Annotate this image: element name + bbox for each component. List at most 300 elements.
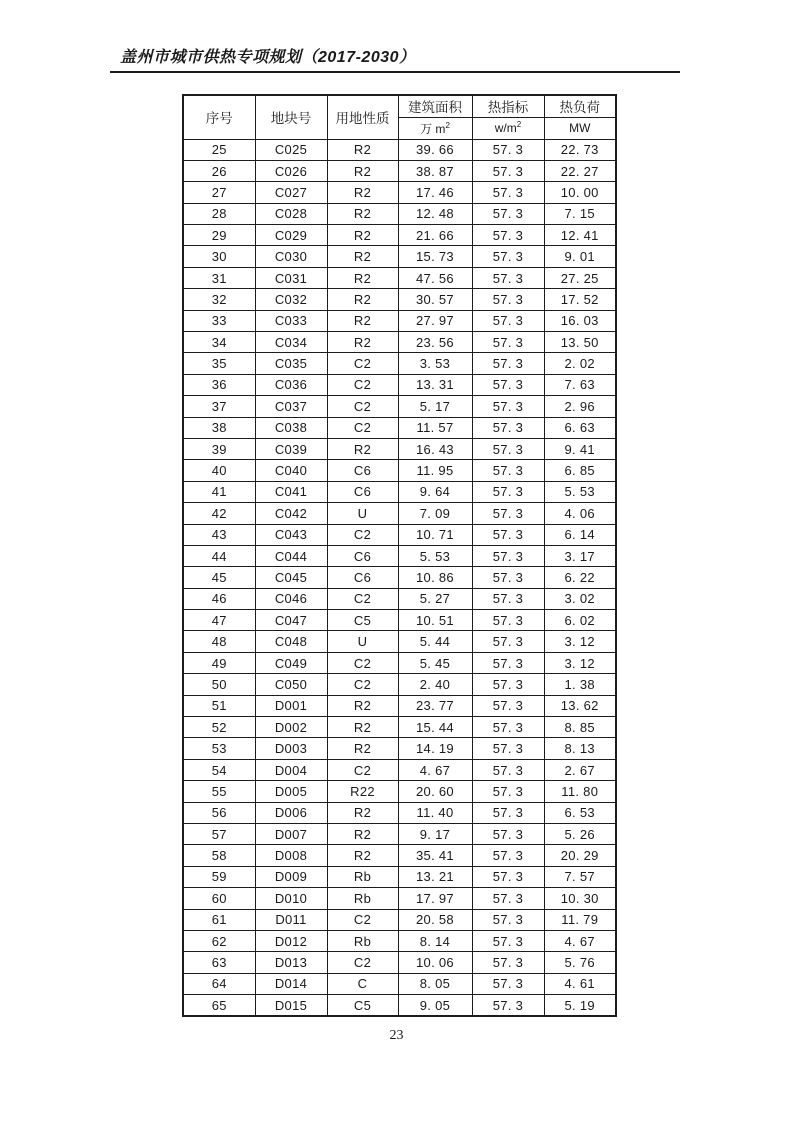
cell-serial: 57 [183,824,255,845]
cell-plot-id: C042 [255,503,327,524]
table-header [183,95,616,139]
cell-plot-id: C046 [255,588,327,609]
cell-plot-id: C044 [255,545,327,566]
table-row [183,888,616,909]
cell-heat-index: 57. 3 [472,759,544,780]
cell-plot-id: C031 [255,267,327,288]
cell-heat-index: 57. 3 [472,738,544,759]
cell-plot-id: C030 [255,246,327,267]
cell-heat-load: 6. 14 [544,524,616,545]
cell-serial: 36 [183,374,255,395]
cell-serial: 31 [183,267,255,288]
cell-land-use: C [327,973,398,994]
cell-serial: 34 [183,332,255,353]
cell-plot-id: D011 [255,909,327,930]
cell-heat-index: 57. 3 [472,545,544,566]
cell-serial: 27 [183,182,255,203]
cell-heat-index: 57. 3 [472,460,544,481]
cell-land-use: R2 [327,160,398,181]
column-header-land-use: 用地性质 [327,95,398,139]
cell-heat-load: 5. 76 [544,952,616,973]
cell-heat-load: 6. 02 [544,610,616,631]
cell-land-use: R2 [327,845,398,866]
table-row [183,139,616,160]
cell-land-use: C6 [327,460,398,481]
table-row [183,332,616,353]
cell-land-use: C2 [327,652,398,673]
cell-serial: 65 [183,995,255,1016]
cell-plot-id: D007 [255,824,327,845]
table-row [183,267,616,288]
cell-heat-index: 57. 3 [472,417,544,438]
cell-heat-index: 57. 3 [472,652,544,673]
cell-plot-id: D013 [255,952,327,973]
table-row [183,460,616,481]
cell-area: 10. 71 [398,524,472,545]
cell-plot-id: D006 [255,802,327,823]
cell-heat-load: 6. 53 [544,802,616,823]
cell-heat-index: 57. 3 [472,695,544,716]
heat-load-table [182,94,617,1017]
cell-heat-load: 13. 50 [544,332,616,353]
cell-heat-index: 57. 3 [472,588,544,609]
cell-land-use: R2 [327,695,398,716]
cell-area: 9. 05 [398,995,472,1016]
cell-plot-id: C032 [255,289,327,310]
cell-area: 23. 77 [398,695,472,716]
cell-heat-index: 57. 3 [472,781,544,802]
cell-plot-id: D014 [255,973,327,994]
cell-heat-index: 57. 3 [472,866,544,887]
cell-area: 27. 97 [398,310,472,331]
table-row [183,631,616,652]
cell-heat-index: 57. 3 [472,824,544,845]
cell-plot-id: C048 [255,631,327,652]
cell-area: 8. 14 [398,930,472,951]
unit-heat-load-base: MW [569,121,591,135]
cell-land-use: C5 [327,995,398,1016]
cell-serial: 25 [183,139,255,160]
table-row [183,289,616,310]
cell-plot-id: D004 [255,759,327,780]
cell-area: 30. 57 [398,289,472,310]
cell-heat-load: 9. 01 [544,246,616,267]
cell-plot-id: C039 [255,438,327,459]
cell-heat-load: 7. 57 [544,866,616,887]
cell-land-use: C2 [327,396,398,417]
table-row [183,866,616,887]
cell-heat-load: 2. 96 [544,396,616,417]
cell-serial: 45 [183,567,255,588]
cell-heat-load: 1. 38 [544,674,616,695]
unit-area [398,117,472,139]
table-row [183,781,616,802]
cell-heat-load: 11. 80 [544,781,616,802]
cell-land-use: C2 [327,417,398,438]
cell-serial: 33 [183,310,255,331]
cell-area: 14. 19 [398,738,472,759]
table-row [183,417,616,438]
cell-serial: 59 [183,866,255,887]
cell-heat-index: 57. 3 [472,952,544,973]
cell-land-use: C2 [327,524,398,545]
cell-heat-index: 57. 3 [472,717,544,738]
table-body [183,139,616,1016]
cell-area: 13. 21 [398,866,472,887]
cell-serial: 56 [183,802,255,823]
document-title: 盖州市城市供热专项规划（2017-2030） [120,49,416,66]
cell-serial: 39 [183,438,255,459]
cell-serial: 28 [183,203,255,224]
cell-area: 20. 58 [398,909,472,930]
cell-land-use: R2 [327,717,398,738]
table-row [183,952,616,973]
table-row [183,524,616,545]
cell-heat-index: 57. 3 [472,160,544,181]
cell-plot-id: C043 [255,524,327,545]
cell-heat-load: 10. 00 [544,182,616,203]
table-row [183,717,616,738]
cell-serial: 41 [183,481,255,502]
table-row [183,225,616,246]
table-row [183,824,616,845]
cell-heat-load: 22. 27 [544,160,616,181]
cell-heat-index: 57. 3 [472,225,544,246]
cell-heat-load: 3. 02 [544,588,616,609]
cell-heat-load: 8. 13 [544,738,616,759]
cell-heat-load: 5. 53 [544,481,616,502]
table-row [183,695,616,716]
cell-serial: 54 [183,759,255,780]
cell-serial: 55 [183,781,255,802]
cell-heat-load: 6. 85 [544,460,616,481]
cell-plot-id: C033 [255,310,327,331]
cell-heat-index: 57. 3 [472,438,544,459]
table-row [183,203,616,224]
column-header-serial: 序号 [183,95,255,139]
cell-plot-id: D002 [255,717,327,738]
cell-heat-index: 57. 3 [472,674,544,695]
cell-plot-id: D001 [255,695,327,716]
cell-plot-id: C036 [255,374,327,395]
cell-land-use: R2 [327,267,398,288]
cell-area: 5. 53 [398,545,472,566]
cell-serial: 51 [183,695,255,716]
cell-heat-load: 22. 73 [544,139,616,160]
cell-land-use: C5 [327,610,398,631]
cell-area: 4. 67 [398,759,472,780]
table-row [183,353,616,374]
unit-area-base: 万 m [420,121,446,136]
cell-heat-load: 12. 41 [544,225,616,246]
cell-serial: 60 [183,888,255,909]
cell-serial: 49 [183,652,255,673]
cell-heat-load: 2. 02 [544,353,616,374]
table-row [183,160,616,181]
column-header-heat-index: 热指标 [472,95,544,117]
cell-area: 2. 40 [398,674,472,695]
cell-land-use: C2 [327,952,398,973]
cell-area: 38. 87 [398,160,472,181]
cell-land-use: C2 [327,909,398,930]
cell-area: 5. 45 [398,652,472,673]
cell-serial: 32 [183,289,255,310]
cell-plot-id: D003 [255,738,327,759]
cell-heat-load: 4. 67 [544,930,616,951]
cell-land-use: Rb [327,866,398,887]
table-row [183,438,616,459]
cell-area: 11. 57 [398,417,472,438]
cell-area: 12. 48 [398,203,472,224]
cell-area: 7. 09 [398,503,472,524]
cell-land-use: R2 [327,182,398,203]
table-row [183,652,616,673]
cell-land-use: Rb [327,930,398,951]
cell-heat-index: 57. 3 [472,289,544,310]
cell-land-use: C2 [327,374,398,395]
cell-serial: 47 [183,610,255,631]
cell-land-use: R2 [327,802,398,823]
cell-heat-index: 57. 3 [472,182,544,203]
cell-heat-load: 6. 63 [544,417,616,438]
cell-area: 11. 95 [398,460,472,481]
cell-serial: 48 [183,631,255,652]
table-row [183,374,616,395]
cell-heat-load: 6. 22 [544,567,616,588]
cell-area: 5. 17 [398,396,472,417]
cell-heat-load: 3. 17 [544,545,616,566]
cell-serial: 42 [183,503,255,524]
cell-heat-index: 57. 3 [472,930,544,951]
cell-land-use: R2 [327,139,398,160]
cell-plot-id: C040 [255,460,327,481]
table-row [183,545,616,566]
cell-area: 47. 56 [398,267,472,288]
cell-heat-index: 57. 3 [472,631,544,652]
cell-area: 35. 41 [398,845,472,866]
cell-area: 8. 05 [398,973,472,994]
cell-plot-id: C037 [255,396,327,417]
cell-serial: 50 [183,674,255,695]
cell-heat-load: 9. 41 [544,438,616,459]
cell-area: 9. 64 [398,481,472,502]
cell-area: 17. 46 [398,182,472,203]
cell-land-use: C2 [327,674,398,695]
cell-area: 17. 97 [398,888,472,909]
unit-area-superscript: 2 [445,120,450,130]
cell-area: 3. 53 [398,353,472,374]
cell-serial: 64 [183,973,255,994]
column-header-plot-id: 地块号 [255,95,327,139]
cell-land-use: C6 [327,567,398,588]
cell-heat-load: 20. 29 [544,845,616,866]
cell-serial: 40 [183,460,255,481]
cell-area: 5. 44 [398,631,472,652]
table-row [183,503,616,524]
cell-heat-index: 57. 3 [472,353,544,374]
running-header [110,48,680,73]
cell-heat-index: 57. 3 [472,973,544,994]
unit-heat-index-base: w/m [494,121,517,135]
table-row [183,310,616,331]
cell-heat-index: 57. 3 [472,481,544,502]
cell-heat-index: 57. 3 [472,503,544,524]
table-row [183,759,616,780]
table-row [183,396,616,417]
table-row [183,973,616,994]
cell-land-use: R2 [327,225,398,246]
cell-heat-index: 57. 3 [472,139,544,160]
cell-area: 39. 66 [398,139,472,160]
table-row [183,995,616,1016]
cell-serial: 35 [183,353,255,374]
cell-plot-id: D009 [255,866,327,887]
cell-heat-index: 57. 3 [472,374,544,395]
cell-area: 13. 31 [398,374,472,395]
cell-land-use: R2 [327,203,398,224]
cell-serial: 62 [183,930,255,951]
cell-serial: 37 [183,396,255,417]
cell-heat-load: 17. 52 [544,289,616,310]
cell-heat-load: 16. 03 [544,310,616,331]
table-row [183,588,616,609]
cell-heat-index: 57. 3 [472,909,544,930]
cell-heat-load: 4. 61 [544,973,616,994]
cell-area: 15. 73 [398,246,472,267]
cell-area: 10. 86 [398,567,472,588]
cell-heat-index: 57. 3 [472,888,544,909]
table-row [183,567,616,588]
table-row [183,845,616,866]
cell-serial: 30 [183,246,255,267]
cell-heat-index: 57. 3 [472,845,544,866]
table-row [183,909,616,930]
cell-plot-id: D010 [255,888,327,909]
cell-plot-id: C049 [255,652,327,673]
cell-plot-id: C029 [255,225,327,246]
cell-plot-id: C028 [255,203,327,224]
cell-heat-load: 7. 15 [544,203,616,224]
cell-heat-index: 57. 3 [472,610,544,631]
table-row [183,674,616,695]
cell-plot-id: D012 [255,930,327,951]
cell-heat-load: 3. 12 [544,631,616,652]
cell-plot-id: C047 [255,610,327,631]
cell-land-use: C2 [327,759,398,780]
cell-land-use: R2 [327,246,398,267]
cell-area: 20. 60 [398,781,472,802]
cell-serial: 44 [183,545,255,566]
cell-heat-index: 57. 3 [472,524,544,545]
cell-heat-load: 4. 06 [544,503,616,524]
cell-heat-index: 57. 3 [472,396,544,417]
column-header-heat-load: 热负荷 [544,95,616,117]
table-row [183,246,616,267]
cell-plot-id: D005 [255,781,327,802]
cell-heat-load: 13. 62 [544,695,616,716]
cell-heat-index: 57. 3 [472,203,544,224]
cell-serial: 29 [183,225,255,246]
cell-heat-index: 57. 3 [472,995,544,1016]
cell-land-use: R2 [327,738,398,759]
cell-plot-id: C050 [255,674,327,695]
cell-land-use: R2 [327,289,398,310]
cell-area: 23. 56 [398,332,472,353]
cell-land-use: C2 [327,353,398,374]
cell-land-use: U [327,503,398,524]
cell-serial: 43 [183,524,255,545]
cell-serial: 63 [183,952,255,973]
unit-heat-load [544,117,616,139]
table-row [183,930,616,951]
cell-area: 21. 66 [398,225,472,246]
cell-land-use: Rb [327,888,398,909]
cell-heat-load: 5. 19 [544,995,616,1016]
cell-heat-index: 57. 3 [472,802,544,823]
table-row [183,610,616,631]
table-row [183,738,616,759]
cell-area: 11. 40 [398,802,472,823]
cell-heat-load: 5. 26 [544,824,616,845]
cell-heat-load: 3. 12 [544,652,616,673]
cell-plot-id: C034 [255,332,327,353]
cell-land-use: R2 [327,332,398,353]
cell-serial: 52 [183,717,255,738]
unit-heat-index [472,117,544,139]
column-header-area: 建筑面积 [398,95,472,117]
cell-plot-id: C045 [255,567,327,588]
cell-plot-id: C041 [255,481,327,502]
page-number: 23 [389,1028,404,1043]
cell-serial: 58 [183,845,255,866]
cell-area: 9. 17 [398,824,472,845]
cell-heat-index: 57. 3 [472,246,544,267]
table-row [183,802,616,823]
cell-heat-load: 8. 85 [544,717,616,738]
cell-serial: 61 [183,909,255,930]
cell-heat-index: 57. 3 [472,267,544,288]
cell-plot-id: C026 [255,160,327,181]
cell-heat-load: 7. 63 [544,374,616,395]
cell-heat-index: 57. 3 [472,567,544,588]
cell-plot-id: C027 [255,182,327,203]
cell-land-use: C6 [327,481,398,502]
cell-land-use: R2 [327,310,398,331]
cell-area: 10. 06 [398,952,472,973]
cell-serial: 46 [183,588,255,609]
cell-heat-load: 11. 79 [544,909,616,930]
cell-plot-id: C035 [255,353,327,374]
cell-area: 15. 44 [398,717,472,738]
cell-area: 16. 43 [398,438,472,459]
cell-serial: 53 [183,738,255,759]
cell-plot-id: D015 [255,995,327,1016]
cell-plot-id: C025 [255,139,327,160]
cell-land-use: R2 [327,824,398,845]
cell-heat-load: 2. 67 [544,759,616,780]
cell-serial: 26 [183,160,255,181]
cell-plot-id: C038 [255,417,327,438]
cell-land-use: R2 [327,438,398,459]
cell-land-use: C2 [327,588,398,609]
cell-serial: 38 [183,417,255,438]
cell-heat-index: 57. 3 [472,332,544,353]
cell-land-use: C6 [327,545,398,566]
cell-land-use: R22 [327,781,398,802]
cell-plot-id: D008 [255,845,327,866]
cell-heat-index: 57. 3 [472,310,544,331]
cell-heat-load: 10. 30 [544,888,616,909]
